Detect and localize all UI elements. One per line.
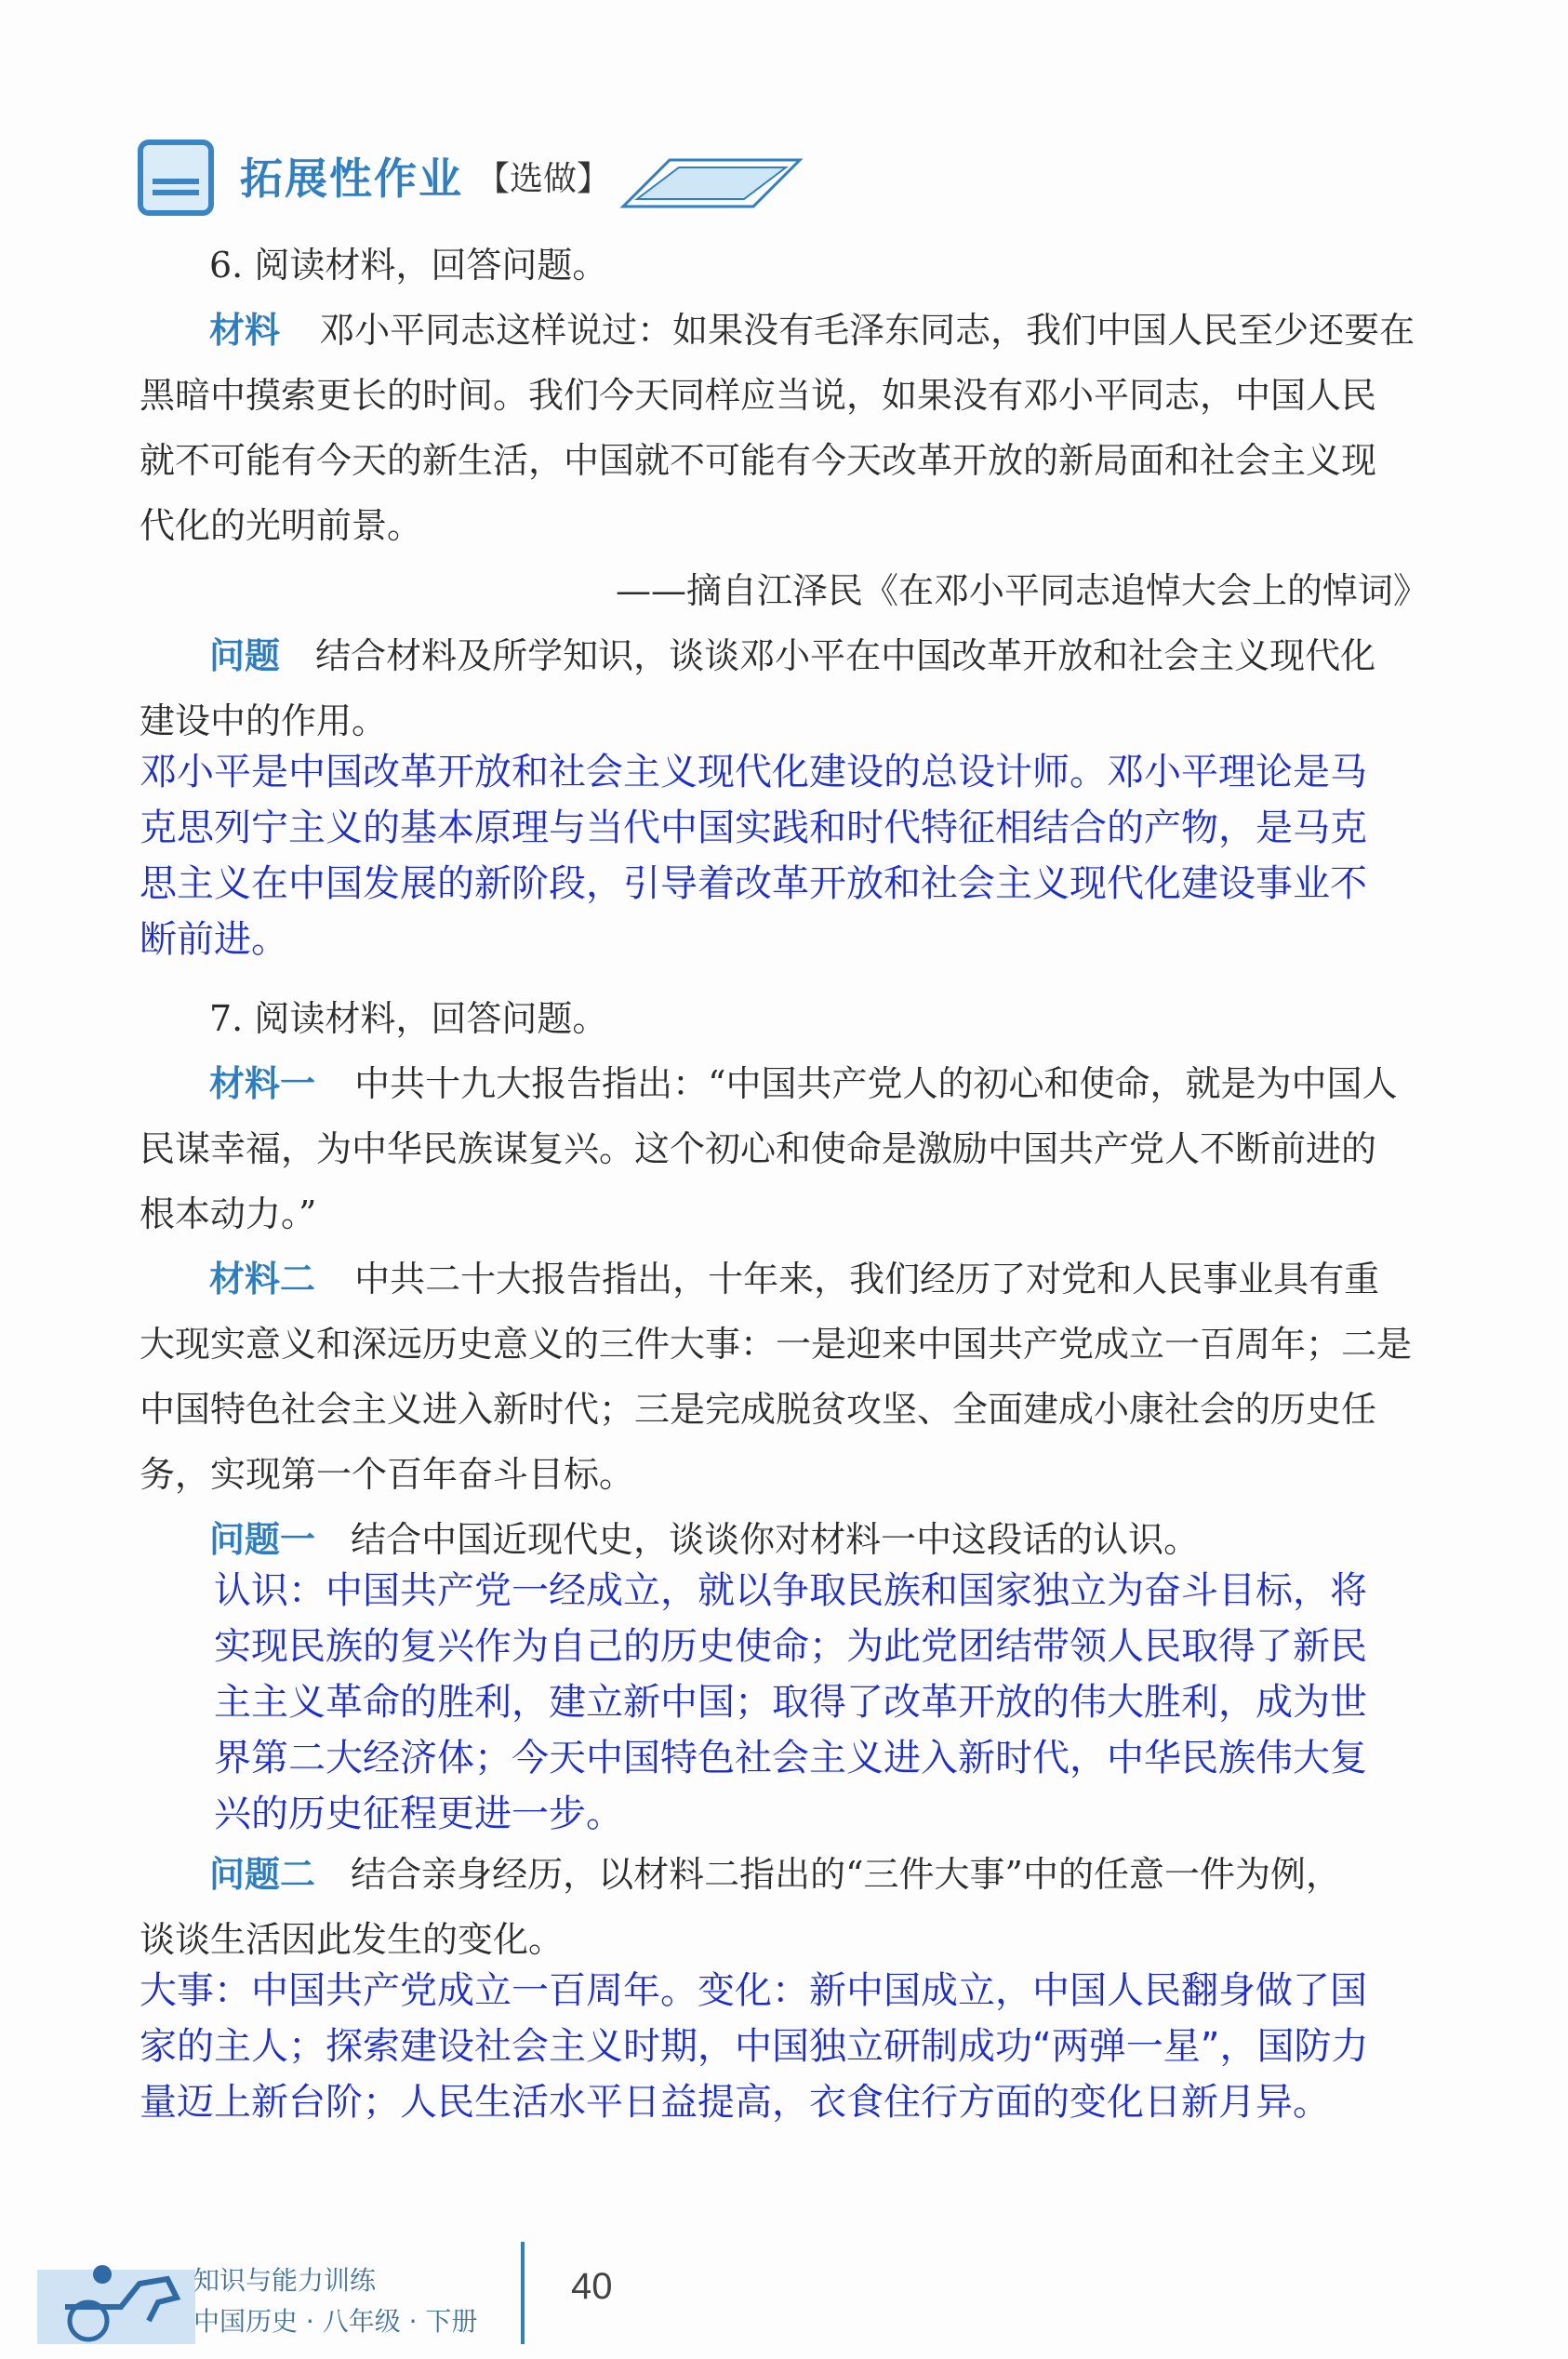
q7-q2-line (209, 1846, 1428, 1902)
section-title: 拓展性作业 (240, 153, 463, 204)
q7-a1-line: 兴的历史征程更进一步。 (214, 1793, 623, 1835)
q7-a2-line: 大事：中国共产党成立一百周年。变化：新中国成立，中国人民翻身做了国 (140, 1969, 1367, 2012)
q7-m1-text: 根本动力。” (140, 1193, 317, 1234)
page-footer (37, 2223, 613, 2353)
book-series-title: 知识与能力训练 (193, 2265, 377, 2296)
q6-question-label: 问题 (209, 635, 281, 676)
q7-m1-line (209, 1056, 1428, 1112)
q6-question-line (209, 628, 1428, 684)
q7-a1-line: 界第二大经济体；今天中国特色社会主义进入新时代，中华民族伟大复 (214, 1737, 1367, 1779)
q7-m1-text: 民谋幸福，为中华民族谋复兴。这个初心和使命是激励中国共产党人不断前进的 (140, 1128, 1377, 1169)
q6-material-line (209, 302, 1428, 358)
q6-answer-line: 克思列宁主义的基本原理与当代中国实践和时代特征相结合的产物，是马克 (140, 806, 1367, 849)
horse-carriage-icon (37, 2232, 195, 2344)
q7-m1-label: 材料一 (209, 1063, 316, 1104)
q7-a1-line: 认识：中国共产党一经成立，就以争取民族和国家独立为奋斗目标，将 (214, 1569, 1367, 1612)
q6-question-text: 结合材料及所学知识，谈谈邓小平在中国改革开放和社会主义现代化 (315, 635, 1376, 676)
q7-m2-text: 大现实意义和深远历史意义的三件大事：一是迎来中国共产党成立一百周年；二是 (140, 1324, 1413, 1365)
q7-q1-label: 问题一 (209, 1519, 316, 1560)
q7-a2-line: 量迈上新台阶；人民生活水平日益提高，衣食住行方面的变化日新月异。 (140, 2081, 1330, 2124)
q7-intro: 7. 阅读材料，回答问题。 (209, 998, 608, 1039)
q7-m1-text: 中共十九大报告指出：“中国共产党人的初心和使命，就是为中国人 (354, 1063, 1398, 1104)
page-number: 40 (571, 2266, 613, 2307)
q6-material-text: 就不可能有今天的新生活，中国就不可能有今天改革开放的新局面和社会主义现 (140, 440, 1377, 481)
book-subject: 中国历史 · 八年级 · 下册 (193, 2306, 478, 2337)
notebook-icon (138, 140, 214, 216)
q6-material-text: 代化的光明前景。 (140, 505, 423, 546)
footer-divider (521, 2242, 525, 2344)
q6-answer-line: 断前进。 (140, 918, 288, 961)
paper-stack-icon (605, 151, 809, 216)
q6-material-text: 黑暗中摸索更长的时间。我们今天同样应当说，如果没有邓小平同志，中国人民 (140, 375, 1377, 416)
q7-m2-label: 材料二 (209, 1259, 316, 1299)
q7-m2-text: 中共二十大报告指出，十年来，我们经历了对党和人民事业具有重 (354, 1259, 1380, 1299)
q7-q2-label: 问题二 (209, 1854, 316, 1895)
q6-answer-line: 邓小平是中国改革开放和社会主义现代化建设的总设计师。邓小平理论是马 (140, 751, 1367, 793)
q7-a2-line: 家的主人；探索建设社会主义时期，中国独立研制成功“两弹一星”，国防力 (140, 2025, 1369, 2068)
optional-tag: 【选做】 (476, 160, 611, 198)
q7-m2-text: 务，实现第一个百年奋斗目标。 (140, 1454, 635, 1495)
q6-source: ——摘自江泽民《在邓小平同志追悼大会上的悼词》 (615, 570, 1428, 611)
q7-q1-text: 结合中国近现代史，谈谈你对材料一中这段话的认识。 (351, 1519, 1200, 1560)
q7-a1-line: 实现民族的复兴作为自己的历史使命；为此党团结带领人民取得了新民 (214, 1625, 1367, 1668)
q7-a1-line: 主主义革命的胜利，建立新中国；取得了改革开放的伟大胜利，成为世 (214, 1681, 1367, 1724)
q6-material-text: 邓小平同志这样说过：如果没有毛泽东同志，我们中国人民至少还要在 (319, 310, 1415, 351)
q7-q2-text: 结合亲身经历，以材料二指出的“三件大事”中的任意一件为例， (351, 1854, 1341, 1895)
section-header (130, 130, 707, 223)
q6-answer-line: 思主义在中国发展的新阶段，引导着改革开放和社会主义现代化建设事业不 (140, 862, 1367, 905)
q7-m2-text: 中国特色社会主义进入新时代；三是完成脱贫攻坚、全面建成小康社会的历史任 (140, 1389, 1377, 1430)
q6-material-label: 材料 (209, 310, 281, 351)
q7-m2-line (209, 1251, 1428, 1307)
q7-q2-text: 谈谈生活因此发生的变化。 (140, 1919, 565, 1960)
q6-intro: 6. 阅读材料，回答问题。 (209, 245, 608, 286)
q7-q1-line (209, 1512, 1428, 1567)
q6-question-text: 建设中的作用。 (140, 700, 388, 741)
